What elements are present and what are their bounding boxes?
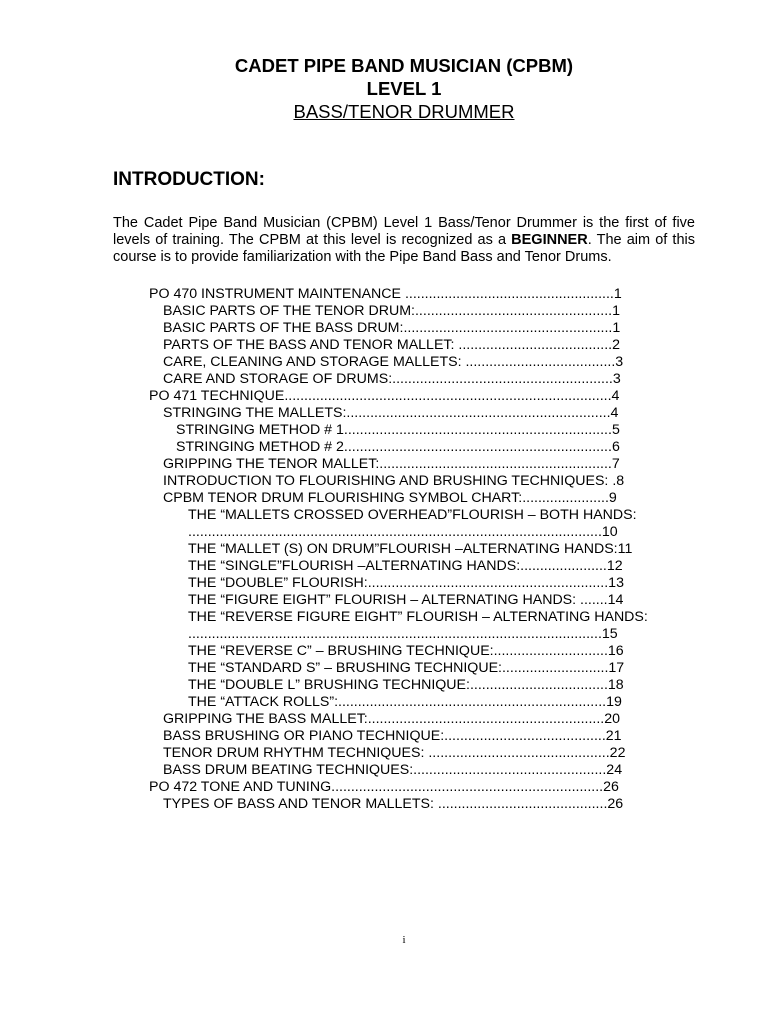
toc-entry: THE “DOUBLE L” BRUSHING TECHNIQUE:...................................18 [188,677,624,693]
toc-entry: BASS BRUSHING OR PIANO TECHNIQUE:.........................................21 [163,728,622,744]
title-line-2: LEVEL 1 [366,78,442,99]
page-number: i [402,934,406,946]
toc-entry: .........................................................................................................10 [188,524,618,540]
toc-entry: CARE AND STORAGE OF DRUMS:........................................................3 [163,371,621,387]
intro-text-end: . The aim of this course is to provide familiarization with the Pipe Band Bass and Tenor Drums. [113,232,695,265]
toc-entry: BASIC PARTS OF THE TENOR DRUM:..................................................1 [163,303,620,319]
toc-entry: CPBM TENOR DRUM FLOURISHING SYMBOL CHART:......................9 [163,490,617,506]
toc-entry: .........................................................................................................15 [188,626,618,642]
intro-text-start: The Cadet Pipe Band Musician (CPBM) Level 1 Bass/Tenor Drummer is the first of five levels of training. The CPBM at this level is recognized as a [113,215,695,248]
toc-entry: PO 471 TECHNIQUE...................................................................................4 [149,388,620,404]
toc-entry: THE “ATTACK ROLLS”:....................................................................19 [188,694,622,710]
toc-entry: BASS DRUM BEATING TECHNIQUES:.................................................24 [163,762,623,778]
title-line-3: BASS/TENOR DRUMMER [293,101,515,122]
toc-entry: PO 470 INSTRUMENT MAINTENANCE .....................................................1 [149,286,622,302]
toc-entry: THE “STANDARD S” – BRUSHING TECHNIQUE:...........................17 [188,660,625,676]
toc-entry: TYPES OF BASS AND TENOR MALLETS: ...........................................26 [163,796,624,812]
toc-entry: TENOR DRUM RHYTHM TECHNIQUES: ..............................................22 [163,745,626,761]
title-line-1: CADET PIPE BAND MUSICIAN (CPBM) [234,55,574,76]
intro-paragraph [113,215,695,266]
toc-entry: GRIPPING THE BASS MALLET:............................................................20 [163,711,621,727]
document-title [0,54,768,124]
toc-entry: STRINGING METHOD # 2....................................................................6 [176,439,620,455]
toc-entry: THE “DOUBLE” FLOURISH:.............................................................13 [188,575,624,591]
toc-entry: PARTS OF THE BASS AND TENOR MALLET: .......................................2 [163,337,621,353]
toc-entry: THE “MALLET (S) ON DRUM”FLOURISH –ALTERNATING HANDS:11 [188,541,633,557]
toc-entry: INTRODUCTION TO FLOURISHING AND BRUSHING TECHNIQUES: .8 [163,473,625,489]
toc-entry: STRINGING THE MALLETS:...................................................................4 [163,405,619,421]
toc-entry: GRIPPING THE TENOR MALLET:...........................................................7 [163,456,620,472]
toc-entry: BASIC PARTS OF THE BASS DRUM:.....................................................1 [163,320,621,336]
toc-entry: THE “FIGURE EIGHT” FLOURISH – ALTERNATING HANDS: .......14 [188,592,624,608]
toc-entry: PO 472 TONE AND TUNING.....................................................................26 [149,779,619,795]
toc-entry: THE “SINGLE”FLOURISH –ALTERNATING HANDS:......................12 [188,558,623,574]
toc-entry: THE “MALLETS CROSSED OVERHEAD”FLOURISH – BOTH HANDS: [188,507,637,523]
section-heading: INTRODUCTION: [113,169,265,190]
toc-entry: THE “REVERSE FIGURE EIGHT” FLOURISH – ALTERNATING HANDS: [188,609,648,625]
toc-entry: THE “REVERSE C” – BRUSHING TECHNIQUE:.............................16 [188,643,624,659]
intro-bold-term: BEGINNER [511,232,588,248]
toc-entry: STRINGING METHOD # 1....................................................................5 [176,422,620,438]
toc-entry: CARE, CLEANING AND STORAGE MALLETS: ......................................3 [163,354,624,370]
